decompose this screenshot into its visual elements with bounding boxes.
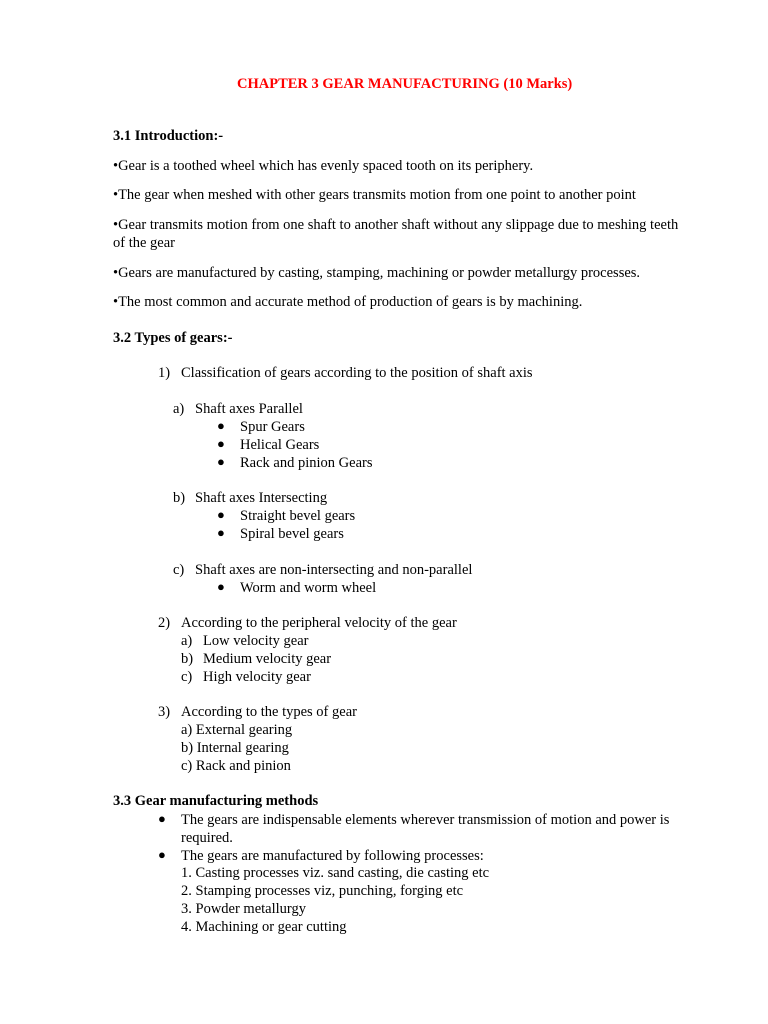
intro-paragraph: •Gear is a toothed wheel which has evenly spaced tooth on its periphery. [113,158,534,174]
sub-list-mark: c) [173,562,185,578]
methods-bullet: The gears are manufactured by following processes: [181,848,484,864]
bullet-icon: ● [217,507,225,522]
sub-list-mark: c) [181,669,193,685]
chapter-title: CHAPTER 3 GEAR MANUFACTURING (10 Marks) [237,76,573,92]
gear-type: Spiral bevel gears [240,526,344,542]
sub-list-mark: a) [173,401,185,417]
methods-bullet-continuation: required. [181,830,233,846]
list-number: 2) [158,615,171,631]
process-item: 3. Powder metallurgy [181,901,306,917]
bullet-icon: ● [217,525,225,540]
process-item: 1. Casting processes viz. sand casting, die casting etc [181,865,490,881]
gearing-type: b) Internal gearing [181,740,289,756]
sub-list-mark: b) [173,490,186,506]
intro-paragraph-continuation: of the gear [113,235,175,251]
sub-list-item: Shaft axes are non-intersecting and non-parallel [195,562,473,578]
gear-type: Worm and worm wheel [240,580,377,596]
velocity-type: High velocity gear [203,669,311,685]
section-heading-methods: 3.3 Gear manufacturing methods [113,793,319,809]
process-item: 4. Machining or gear cutting [181,919,347,935]
intro-paragraph: •The most common and accurate method of production of gears is by machining. [113,294,583,310]
bullet-icon: ● [158,811,166,826]
classification-item: According to the types of gear [181,704,357,720]
bullet-icon: ● [217,418,225,433]
gear-type: Straight bevel gears [240,508,356,524]
sub-list-mark: b) [181,651,194,667]
intro-paragraph: •Gear transmits motion from one shaft to another shaft without any slippage due to meshing teeth [113,217,679,233]
section-heading-types: 3.2 Types of gears:- [113,330,233,346]
classification-item: According to the peripheral velocity of the gear [181,615,457,631]
classification-item: Classification of gears according to the position of shaft axis [181,365,533,381]
gearing-type: a) External gearing [181,722,293,738]
bullet-icon: ● [217,454,225,469]
sub-list-item: Shaft axes Parallel [195,401,303,417]
bullet-icon: ● [158,847,166,862]
gear-type: Helical Gears [240,437,320,453]
sub-list-mark: a) [181,633,193,649]
list-number: 1) [158,365,171,381]
methods-bullet: The gears are indispensable elements wherever transmission of motion and power is [181,812,670,828]
intro-paragraph: •Gears are manufactured by casting, stamping, machining or powder metallurgy processes. [113,265,641,281]
velocity-type: Medium velocity gear [203,651,332,667]
section-heading-introduction: 3.1 Introduction:- [113,128,224,144]
list-number: 3) [158,704,171,720]
intro-paragraph: •The gear when meshed with other gears transmits motion from one point to another point [113,187,636,203]
velocity-type: Low velocity gear [203,633,309,649]
process-item: 2. Stamping processes viz, punching, forging etc [181,883,464,899]
gearing-type: c) Rack and pinion [181,758,291,774]
gear-type: Spur Gears [240,419,305,435]
bullet-icon: ● [217,436,225,451]
bullet-icon: ● [217,579,225,594]
gear-type: Rack and pinion Gears [240,455,373,471]
sub-list-item: Shaft axes Intersecting [195,490,328,506]
